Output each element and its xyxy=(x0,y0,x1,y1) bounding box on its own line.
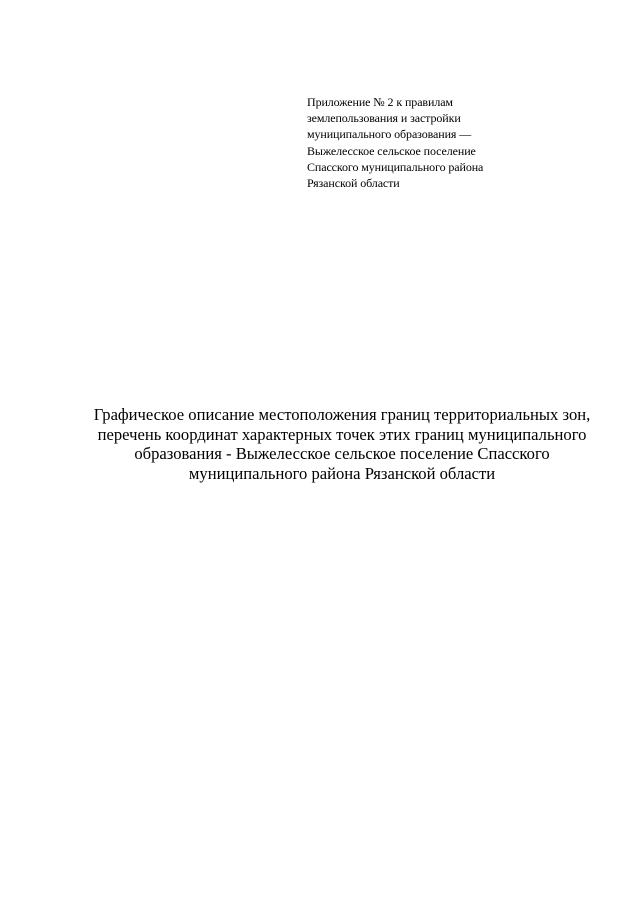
title-line: муниципального района Рязанской области xyxy=(188,463,496,483)
appendix-line: Спасского муниципального района xyxy=(307,159,484,174)
title-line: перечень координат характерных точек этих границ муниципального xyxy=(97,424,587,444)
appendix-note xyxy=(307,94,547,191)
appendix-line: Рязанской области xyxy=(307,176,400,191)
appendix-line: муниципального образования — xyxy=(307,127,472,142)
appendix-line: землепользования и застройки xyxy=(307,111,461,126)
document-title xyxy=(60,405,624,483)
title-line: Графическое описание местоположения границ территориальных зон, xyxy=(93,405,591,424)
appendix-line: Приложение № 2 к правилам xyxy=(307,95,453,109)
appendix-line: Выжелесское сельское поселение xyxy=(307,143,476,158)
title-line: образования - Выжелесское сельское поселение Спасского xyxy=(134,444,550,464)
